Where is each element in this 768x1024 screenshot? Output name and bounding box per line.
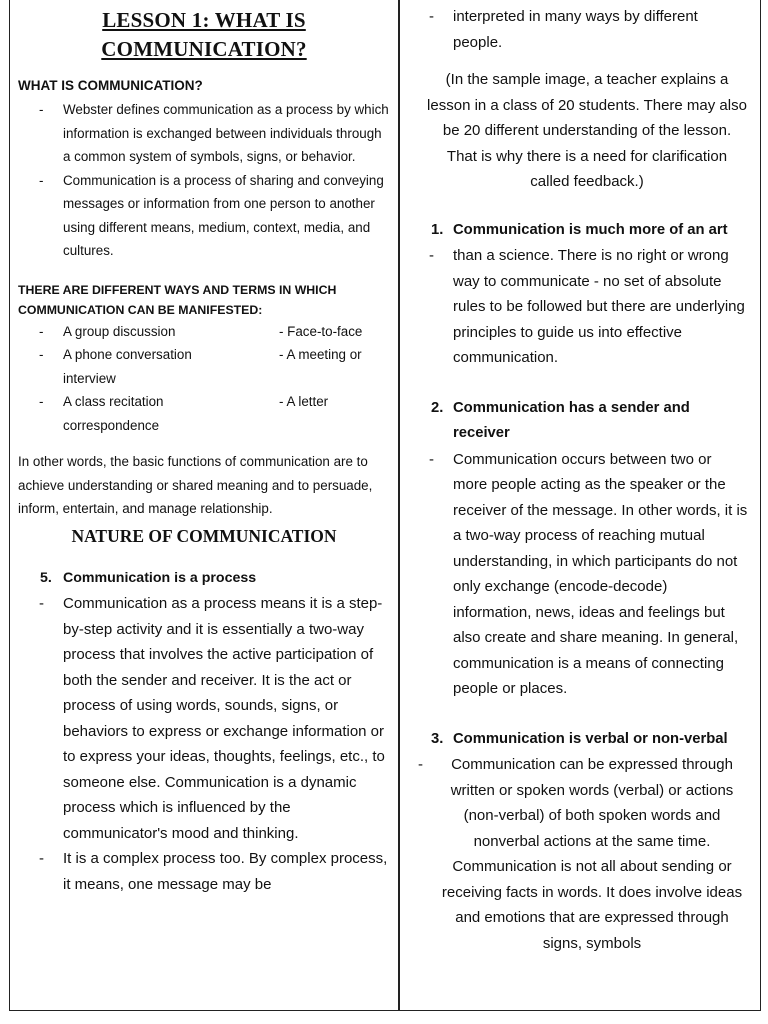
- ways-heading-line1: THERE ARE DIFFERENT WAYS AND TERMS IN WHICH: [18, 282, 337, 297]
- point-5-bullet: - It is a complex process too. By complex process, it means, one message may be: [18, 846, 390, 897]
- definition-sharing: - Communication is a process of sharing and conveying messages or information from one person to another using different means, medium, context, media, and cultures.: [18, 169, 390, 263]
- point-3-bullet-rest: written or spoken words (verbal) or actions (non-verbal) of both spoken words and nonverbal actions at the same time. Communication is not all about sending or receiving facts in words. It does involve ideas and emotions that are expressed through signs, symbols: [441, 781, 743, 952]
- lesson-title-line2: COMMUNICATION?: [101, 37, 307, 61]
- lesson-title: [18, 6, 390, 64]
- ways-heading: [18, 280, 390, 320]
- point-3-number: 3.: [431, 730, 444, 747]
- way-item: - A class recitation: [18, 390, 279, 414]
- what-is-communication-heading: WHAT IS COMMUNICATION?: [18, 78, 203, 93]
- point-3-heading: [412, 727, 748, 753]
- ways-heading-line2: COMMUNICATION CAN BE MANIFESTED:: [18, 302, 263, 317]
- lesson-title-line1: LESSON 1: WHAT IS: [102, 8, 306, 32]
- sample-image-note: (In the sample image, a teacher explains a lesson in a class of 20 students. There may also be 20 different understanding of the lesson. That is why there is a need for clarification called feedback.): [427, 71, 747, 190]
- nature-heading: NATURE OF COMMUNICATION: [71, 525, 337, 546]
- point-5-number: 5.: [40, 569, 52, 586]
- ways-list: [18, 320, 390, 438]
- point-5-heading: [18, 566, 390, 592]
- point-2-heading: [412, 396, 748, 447]
- point-1-heading: [412, 218, 748, 244]
- way-item-continuation: correspondence: [63, 417, 160, 433]
- summary-paragraph: In other words, the basic functions of communication are to achieve understanding or shared meaning and to persuade, inform, entertain, and manage relationship.: [18, 454, 373, 516]
- way-item-alt: - Face-to-face: [279, 323, 363, 339]
- point-3-title: Communication is verbal or non-verbal: [453, 730, 728, 747]
- right-column: [412, 4, 748, 956]
- point-5-title: Communication is a process: [63, 569, 257, 586]
- way-item: - A phone conversation: [18, 343, 279, 367]
- point-5-bullet: - Communication as a process means it is a step-by-step activity and it is essentially a two-way process that involves the active participation of both the sender and receiver. It is the act or process of using words, sounds, signs, or behaviors to express or exchange information or to express your ideas, thoughts, feelings, etc., to someone else. Communication is a dynamic process which is influenced by the communicator's mood and thinking.: [18, 591, 390, 846]
- way-item: - A group discussion: [18, 320, 279, 344]
- point-1-bullet: - than a science. There is no right or wrong way to communicate - no set of absolute rules to be followed but there are underlying principles to guide us into effective communication.: [412, 243, 748, 371]
- column-divider: [398, 0, 400, 1011]
- left-column: [18, 6, 390, 897]
- point-2-number: 2.: [431, 399, 444, 416]
- point-1-title: Communication is much more of an art: [453, 221, 728, 238]
- way-item-alt: - A meeting or: [279, 347, 362, 362]
- point-2-bullet: - Communication occurs between two or more people acting as the speaker or the receiver of the message. In other words, it is a two-way process of reaching mutual understanding, in which participants do not only exchange (encode-decode) information, news, ideas and feelings but also create and share meaning. In general, communication is a means of connecting people or places.: [412, 447, 748, 702]
- way-item-alt: - A letter: [279, 394, 329, 409]
- definition-webster: - Webster defines communication as a process by which information is exchanged between individuals through a common system of symbols, signs, or behavior.: [18, 98, 390, 169]
- continued-bullet: - interpreted in many ways by different people.: [412, 4, 748, 55]
- way-item-continuation: interview: [63, 370, 116, 386]
- point-3-bullet-first-line: - Communication can be expressed through: [412, 752, 748, 778]
- point-2-title: Communication has a sender and receiver: [453, 399, 690, 441]
- point-1-number: 1.: [431, 221, 444, 238]
